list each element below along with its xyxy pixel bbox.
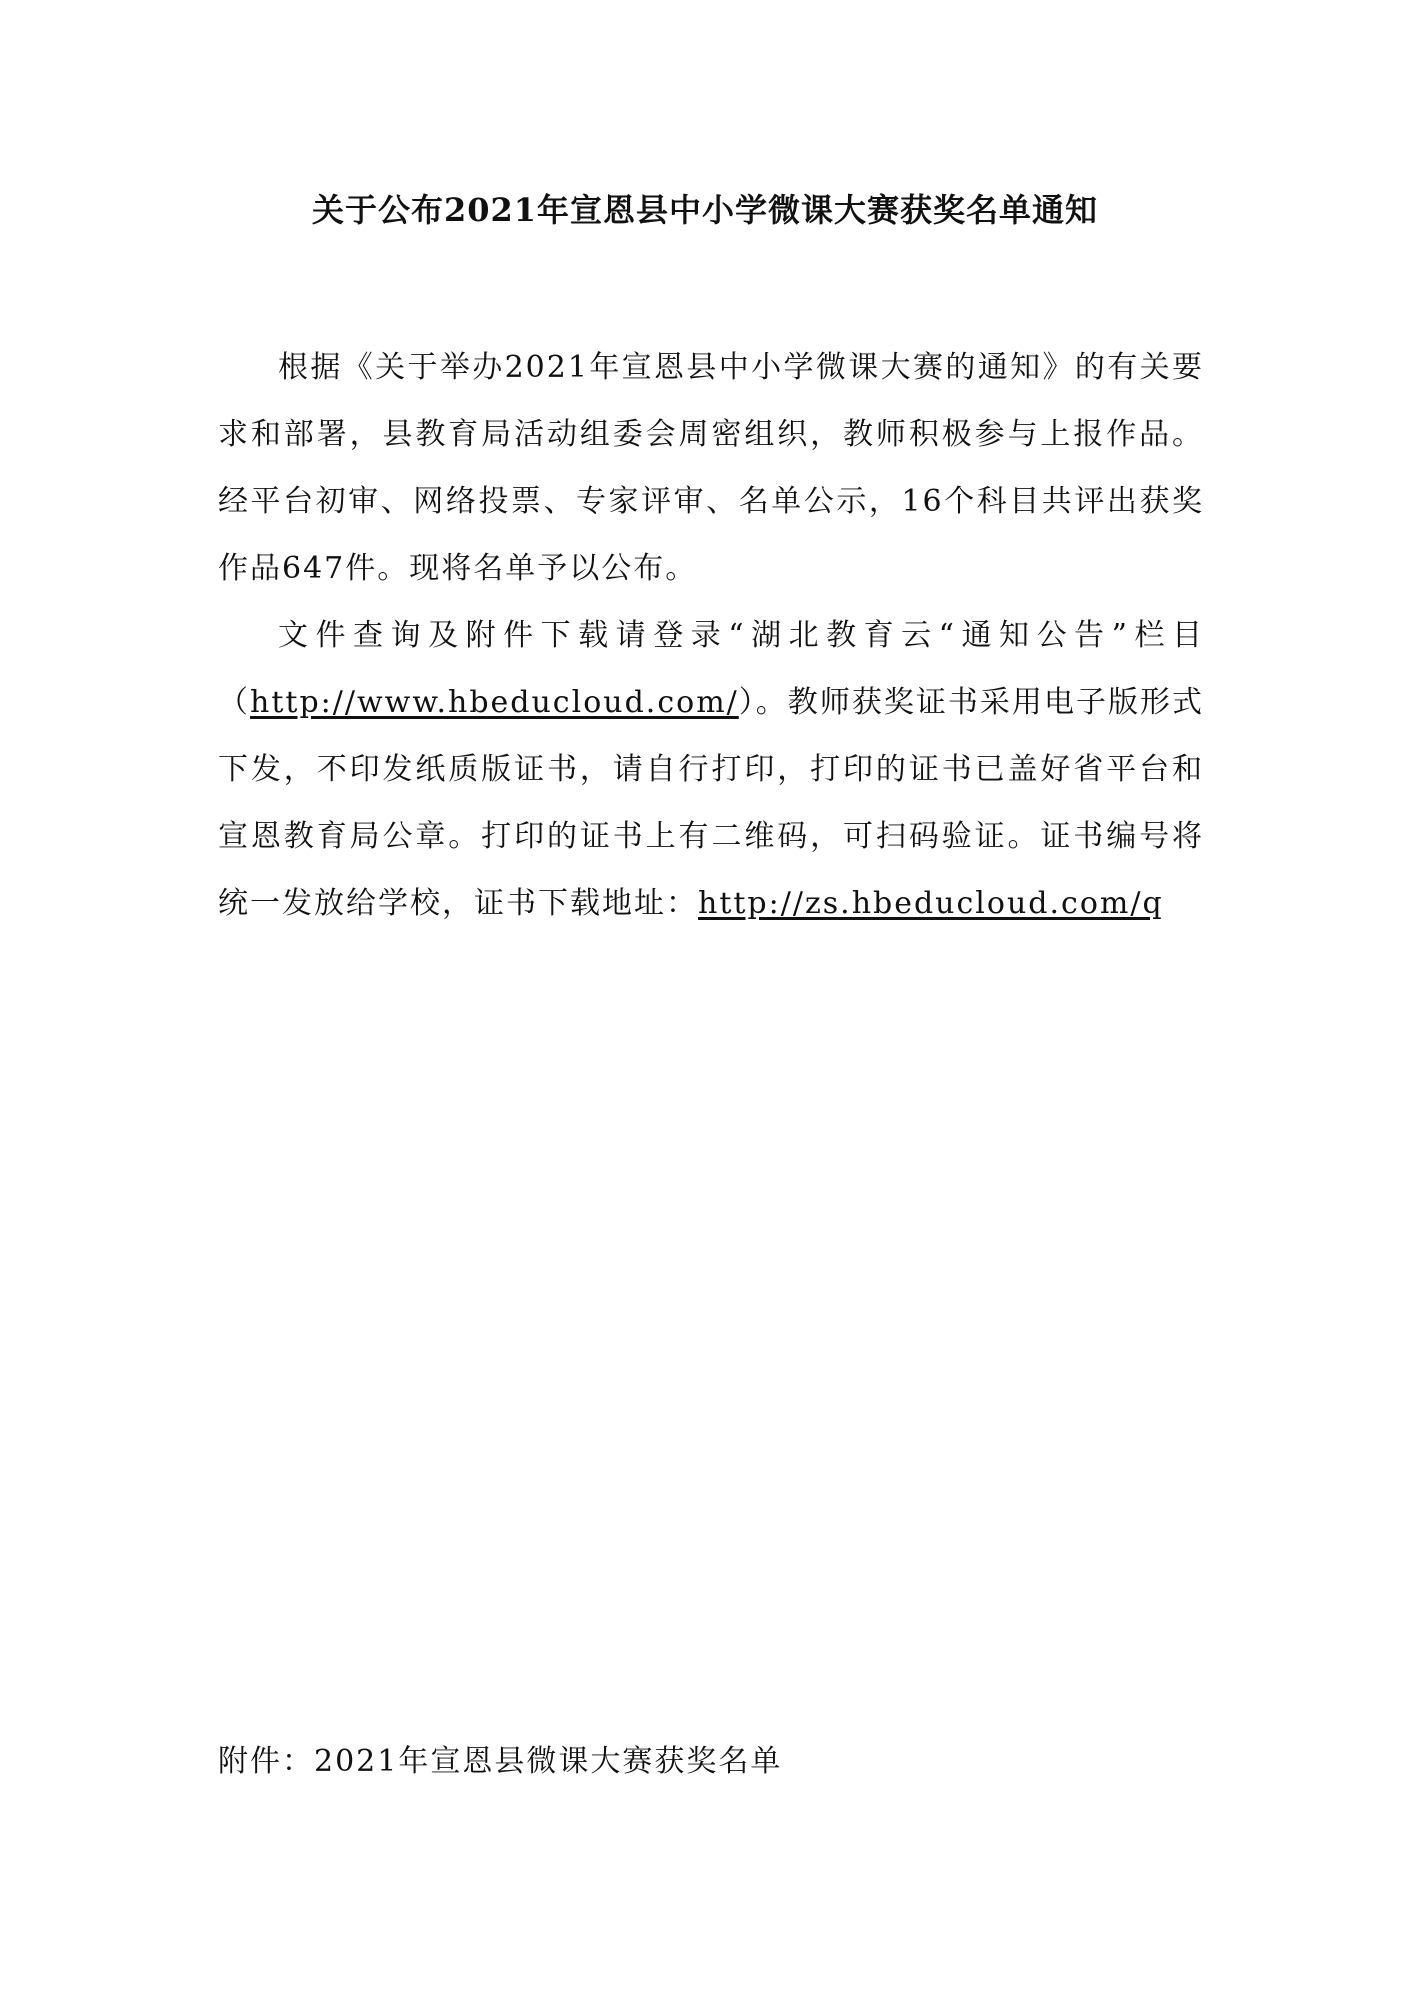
- page-title: 关于公布2021年宣恩县中小学微课大赛获奖名单通知: [311, 191, 1099, 229]
- certificate-download-link[interactable]: http://zs.hbeducloud.com/q: [698, 886, 1164, 921]
- paragraph-download-info: [218, 602, 1204, 937]
- paragraph-announcement: 根据《关于举办2021年宣恩县中小学微课大赛的通知》的有关要求和部署，县教育局活动组委会周密组织，教师积极参与上报作品。经平台初审、网络投票、专家评审、名单公示，16个科目共评出获奖作品647件。现将名单予以公布。: [218, 350, 1204, 586]
- document-body: [218, 334, 1204, 937]
- attachment-label: 附件：2021年宣恩县微课大赛获奖名单: [218, 1744, 783, 1779]
- hbeducloud-link[interactable]: http://www.hbeducloud.com/: [250, 685, 739, 720]
- paragraph-text-after-link: ）。教师获奖证书采用电子版形式下发，不印发纸质版证书，请自行打印，打印的证书已盖好省平台和宣恩教育局公章。打印的证书上有二维码，可扫码验证。证书编号将统一发放给学校，证书下载地址：: [218, 685, 1205, 921]
- paragraph-text-before-link: 文件查询及附件下载请登录“湖北教育云“通知公告”栏目（: [218, 618, 1204, 720]
